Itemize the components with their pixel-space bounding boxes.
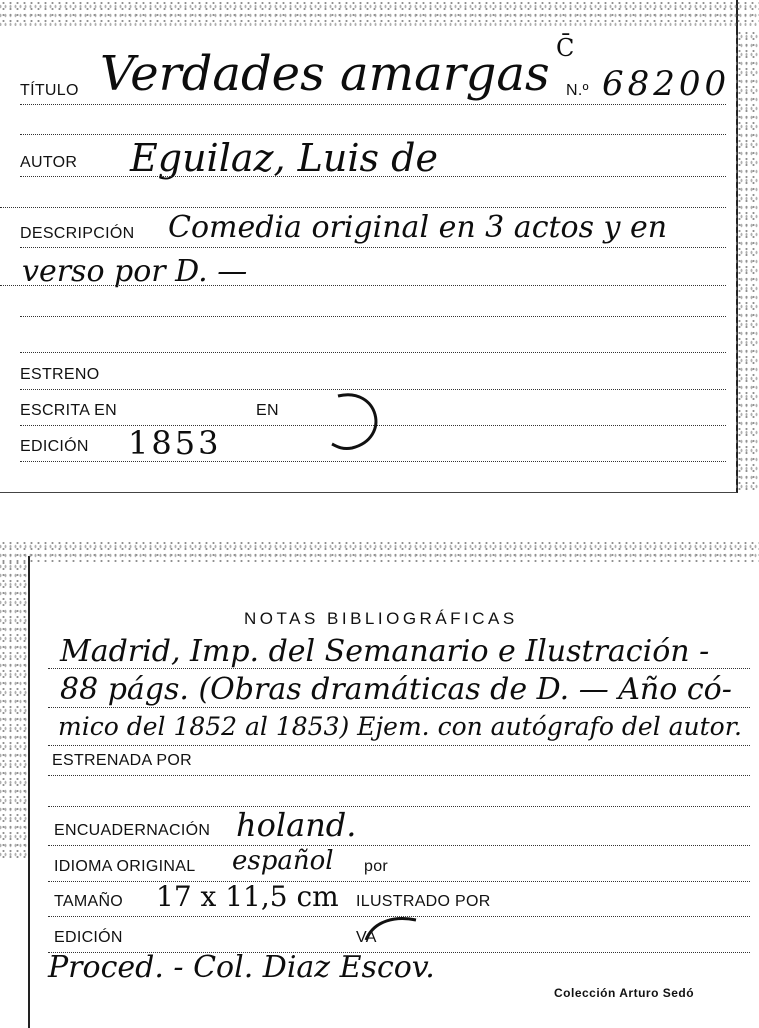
escrita-label: ESCRITA EN xyxy=(20,402,117,419)
numero-value: 68200 xyxy=(602,64,731,104)
tamano-label: TAMAÑO xyxy=(54,893,124,910)
descripcion-line1: Comedia original en 3 actos y en xyxy=(168,210,668,245)
notas-line1: Madrid, Imp. del Semanario e Ilustración - xyxy=(60,634,710,669)
numero-mark: C̄ xyxy=(556,34,575,62)
dotted-line xyxy=(48,668,750,669)
por-label: por xyxy=(364,858,389,875)
dotted-line xyxy=(48,745,750,746)
ilustrado-label: ILUSTRADO POR xyxy=(356,893,491,910)
dotted-line xyxy=(20,104,726,105)
dotted-line xyxy=(0,207,726,208)
dotted-line xyxy=(20,461,726,462)
encuadernacion-value: holand. xyxy=(236,806,357,844)
notas-line3: mico del 1852 al 1853) Ejem. con autógrafo del autor. xyxy=(58,712,742,741)
va-label: VA xyxy=(356,929,377,946)
edicion-value: 1853 xyxy=(128,424,222,462)
dotted-line xyxy=(48,707,750,708)
estreno-label: ESTRENO xyxy=(20,366,100,383)
card-edge-texture xyxy=(0,0,759,26)
dotted-line xyxy=(48,881,750,882)
dotted-line xyxy=(20,352,726,353)
en-label: EN xyxy=(256,402,279,419)
descripcion-label: DESCRIPCIÓN xyxy=(20,225,135,242)
numero-label: N.º xyxy=(566,82,589,99)
encuadernacion-label: ENCUADERNACIÓN xyxy=(54,822,211,839)
dotted-line xyxy=(20,316,726,317)
card-edge-texture xyxy=(0,540,759,562)
dotted-line xyxy=(48,775,750,776)
stamp-arc-mark xyxy=(360,914,420,944)
dotted-line xyxy=(20,134,726,135)
idioma-value: español xyxy=(232,846,334,876)
dotted-line xyxy=(48,806,750,807)
dotted-line xyxy=(0,285,726,286)
card-edge-texture xyxy=(0,560,28,860)
edicion2-label: EDICIÓN xyxy=(54,929,123,946)
edicion-label: EDICIÓN xyxy=(20,438,89,455)
procedencia-value: Proced. - Col. Diaz Escov. xyxy=(48,950,435,985)
card-edge-texture xyxy=(736,30,759,490)
dotted-line xyxy=(20,247,726,248)
dotted-line xyxy=(20,176,726,177)
autor-label: AUTOR xyxy=(20,154,78,171)
autor-value: Eguilaz, Luis de xyxy=(130,136,438,180)
notas-line2: 88 págs. (Obras dramáticas de D. — Año có- xyxy=(60,672,732,707)
descripcion-line2: verso por D. — xyxy=(22,254,248,289)
dotted-line xyxy=(48,845,750,846)
idioma-label: IDIOMA ORIGINAL xyxy=(54,858,196,875)
stamp-arc-mark xyxy=(326,388,390,458)
titulo-label: TÍTULO xyxy=(20,82,79,99)
collection-credit: Colección Arturo Sedó xyxy=(554,986,695,1000)
tamano-value: 17 x 11,5 cm xyxy=(156,880,339,913)
notas-title: NOTAS BIBLIOGRÁFICAS xyxy=(244,609,518,628)
titulo-value: Verdades amargas xyxy=(100,46,550,102)
estrenada-label: ESTRENADA POR xyxy=(52,752,192,769)
